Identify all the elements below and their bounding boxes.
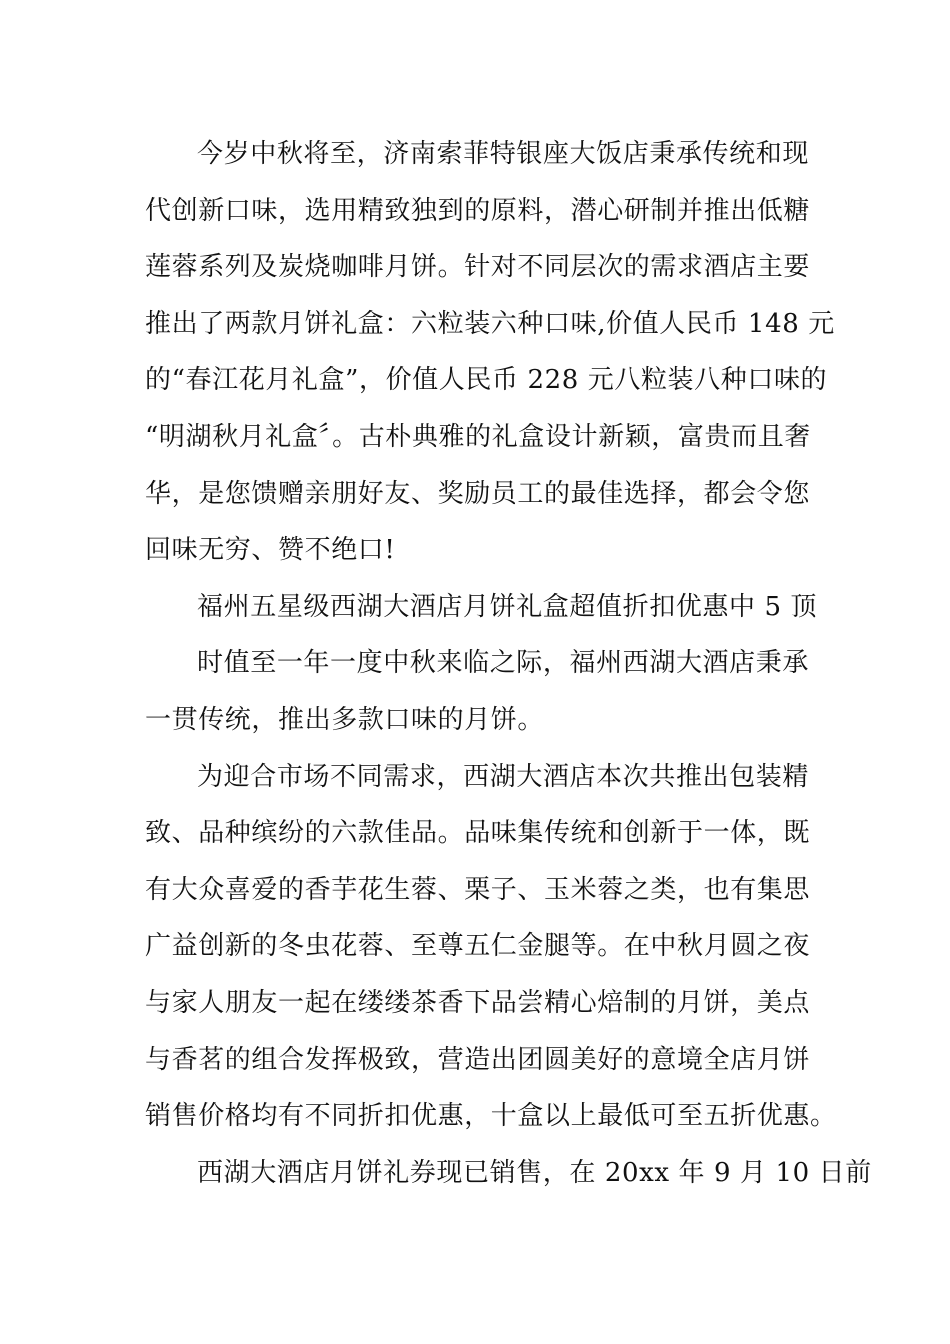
text-line: 回味无穷、赞不绝口! <box>145 535 396 566</box>
text-line: 福州五星级西湖大酒店月饼礼盒超值折扣优惠中 5 顶 <box>197 591 818 622</box>
text-line: 今岁中秋将至，济南索菲特银座大饭店秉承传统和现 <box>197 139 809 169</box>
text-line: 一贯传统，推出多款口味的月饼。 <box>145 704 545 735</box>
text-line: “明湖秋月礼盒〞。古朴典雅的礼盒设计新颖，富贵而且奢 <box>145 421 811 452</box>
text-line: 与家人朋友一起在缕缕茶香下品尝精心焙制的月饼，美点 <box>145 987 811 1018</box>
paragraph-1 <box>145 126 835 579</box>
text-line: 代创新口味，选用精致独到的原料，潜心研制并推出低糖 <box>145 195 811 226</box>
paragraph-3 <box>145 635 809 748</box>
text-line: 销售价格均有不同折扣优惠，十盒以上最低可至五折优惠。 <box>145 1101 837 1132</box>
paragraph-2 <box>145 579 818 636</box>
paragraph-4 <box>145 749 837 1145</box>
text-line: 致、品种缤纷的六款佳品。品味集传统和创新于一体，既 <box>145 818 811 849</box>
text-line: 为迎合市场不同需求，西湖大酒店本次共推出包装精 <box>197 761 809 792</box>
text-line: 西湖大酒店月饼礼券现已销售，在 20xx 年 9 月 10 日前 <box>197 1157 872 1188</box>
text-line: 华，是您馈赠亲朋好友、奖励员工的最佳选择，都会令您 <box>145 478 811 509</box>
text-line: 有大众喜爱的香芋花生蓉、栗子、玉米蓉之类，也有集思 <box>145 874 811 905</box>
text-line: 时值至一年一度中秋来临之际，福州西湖大酒店秉承 <box>197 648 809 679</box>
text-line: 广益创新的冬虫花蓉、至尊五仁金腿等。在中秋月圆之夜 <box>145 931 811 962</box>
paragraph-5 <box>145 1145 872 1202</box>
text-line: 的“春江花月礼盒”，价值人民币 228 元八粒装八种口味的 <box>145 365 828 396</box>
text-line: 与香茗的组合发挥极致，营造出团圆美好的意境全店月饼 <box>145 1044 811 1075</box>
text-line: 莲蓉系列及炭烧咖啡月饼。针对不同层次的需求酒店主要 <box>145 252 811 283</box>
text-line: 推出了两款月饼礼盒：六粒装六种口味,价值人民币 148 元 <box>145 308 835 339</box>
document-body <box>145 126 872 1201</box>
